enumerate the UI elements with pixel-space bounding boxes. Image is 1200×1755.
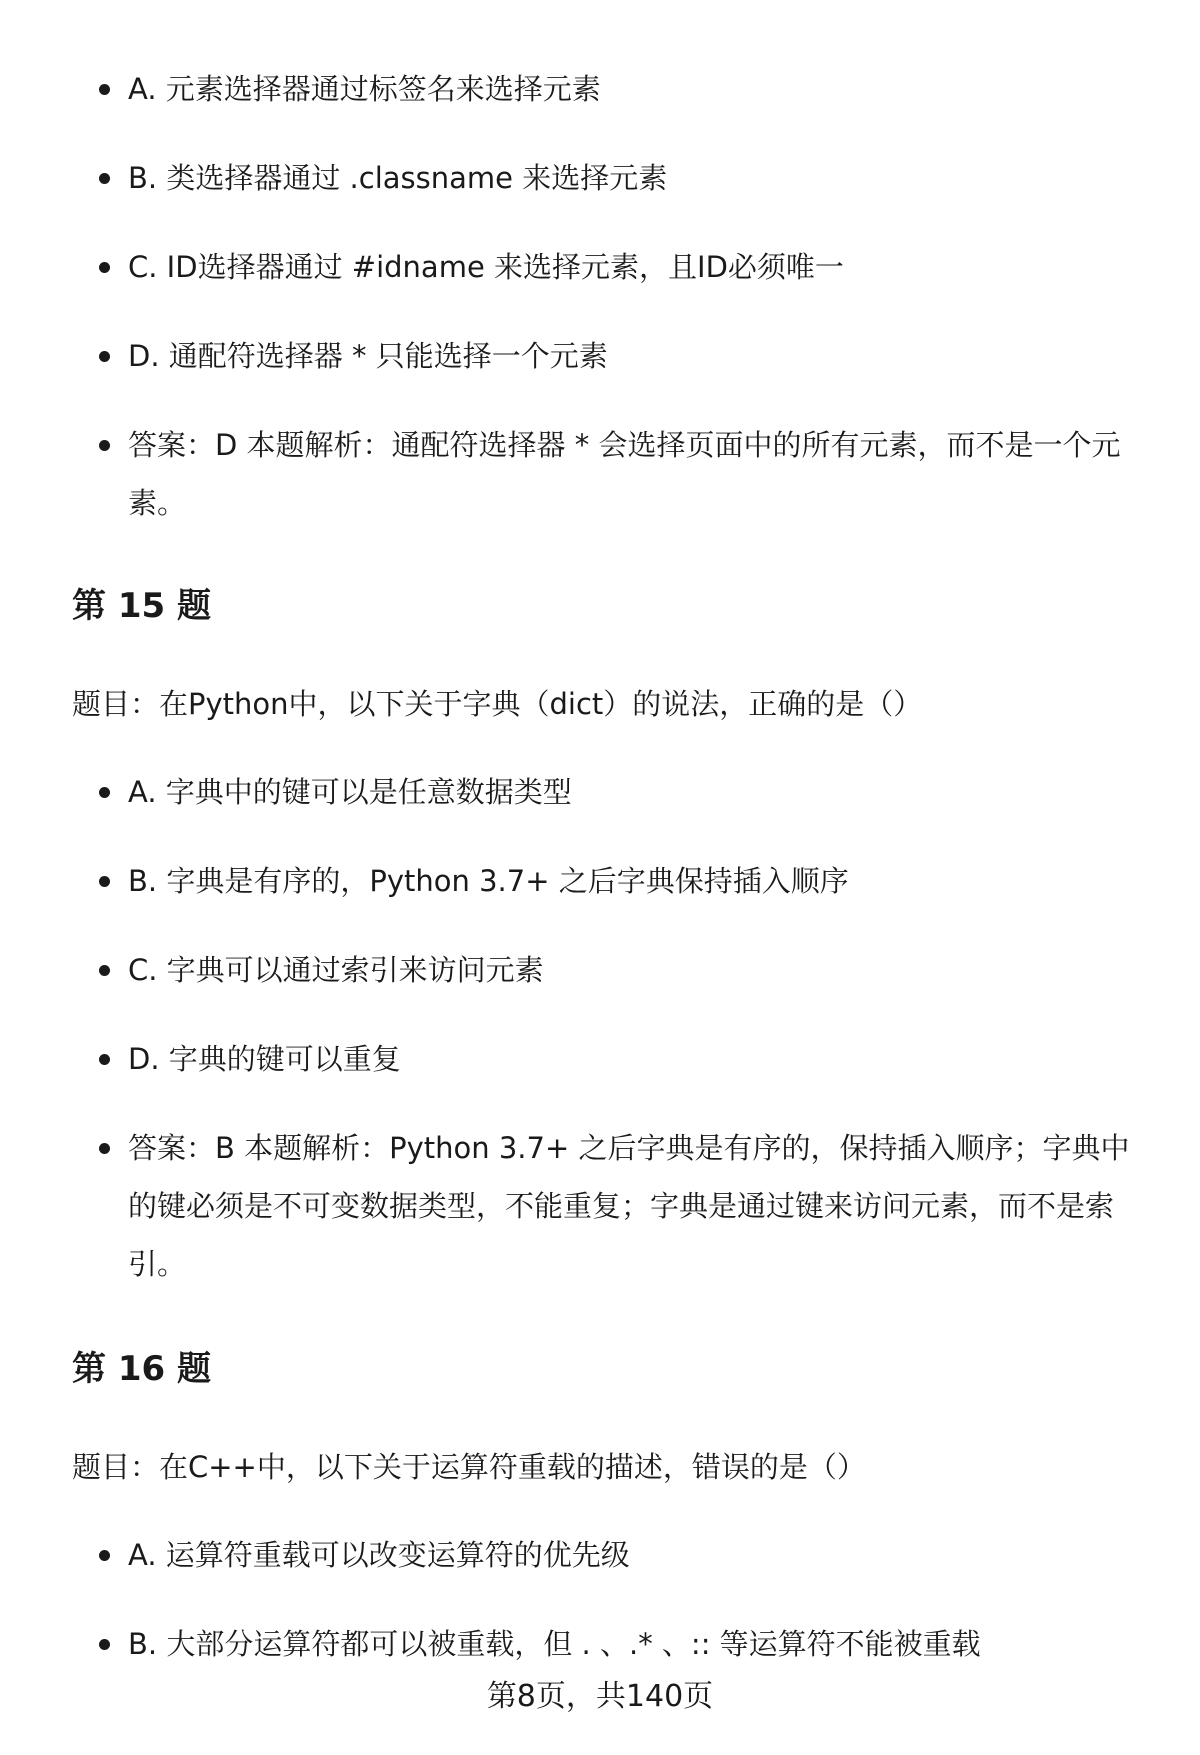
- q16-option-b: B. 大部分运算符都可以被重载，但 . 、.* 、:: 等运算符不能被重载: [128, 1615, 1148, 1673]
- q15-heading: 第 15 题: [72, 586, 211, 626]
- q14-answer: 答案：D 本题解析：通配符选择器 * 会选择页面中的所有元素，而不是一个元素。: [128, 416, 1148, 532]
- q15-option-c: C. 字典可以通过索引来访问元素: [128, 941, 1148, 999]
- q16-heading: 第 16 题: [72, 1349, 211, 1389]
- q14-option-a: A. 元素选择器通过标签名来选择元素: [128, 60, 1148, 118]
- q15-question: 题目：在Python中，以下关于字典（dict）的说法，正确的是（）: [72, 687, 923, 721]
- q14-option-b: B. 类选择器通过 .classname 来选择元素: [128, 149, 1148, 207]
- q15-option-d: D. 字典的键可以重复: [128, 1030, 1148, 1088]
- page-number: 第8页，共140页: [486, 1679, 714, 1714]
- q15-answer: 答案：B 本题解析：Python 3.7+ 之后字典是有序的，保持插入顺序；字典中的键必须是不可变数据类型，不能重复；字典是通过键来访问元素，而不是索引。: [128, 1119, 1148, 1293]
- q14-option-d: D. 通配符选择器 * 只能选择一个元素: [128, 327, 1148, 385]
- q15-option-b: B. 字典是有序的，Python 3.7+ 之后字典保持插入顺序: [128, 852, 1148, 910]
- q14-option-c: C. ID选择器通过 #idname 来选择元素，且ID必须唯一: [128, 238, 1148, 296]
- q16-option-a: A. 运算符重载可以改变运算符的优先级: [128, 1526, 1148, 1584]
- q15-option-a: A. 字典中的键可以是任意数据类型: [128, 763, 1148, 821]
- q16-question: 题目：在C++中，以下关于运算符重载的描述，错误的是（）: [72, 1450, 866, 1484]
